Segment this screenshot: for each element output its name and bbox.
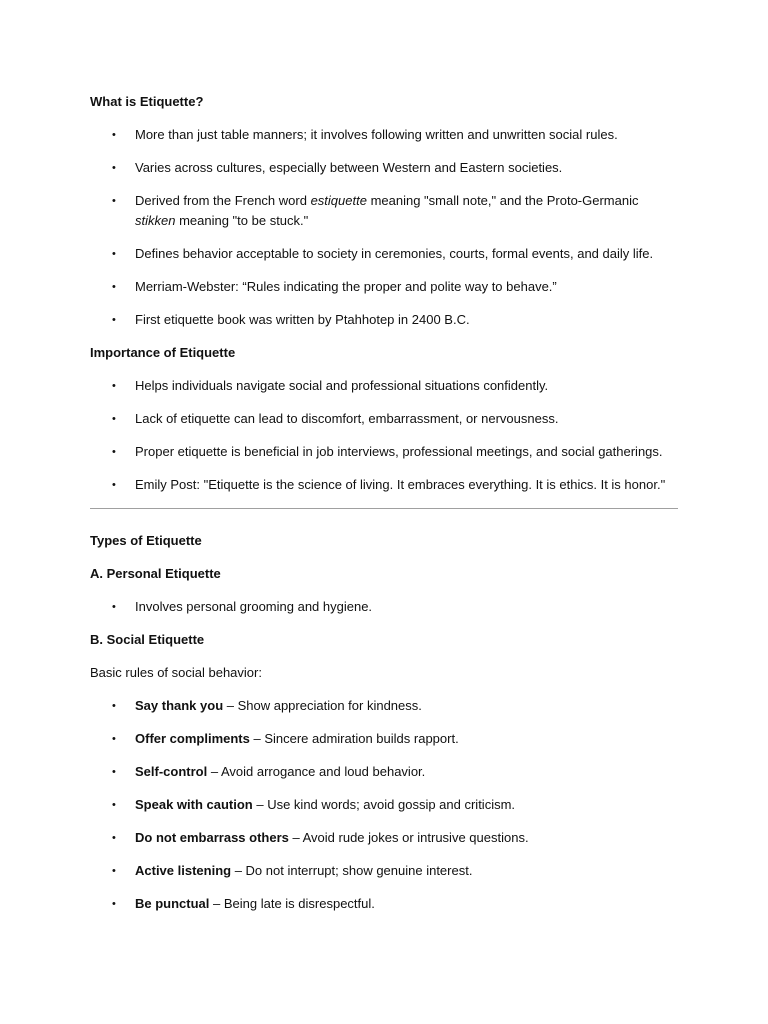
bullet-icon: • xyxy=(112,129,116,141)
rule-term: Speak with caution xyxy=(135,797,253,812)
list-item: • Proper etiquette is beneficial in job interviews, professional meetings, and social gatherings. xyxy=(90,442,680,462)
bullet-icon: • xyxy=(112,832,116,844)
social-intro: Basic rules of social behavior: xyxy=(90,665,262,680)
list-item: • First etiquette book was written by Ptahhotep in 2400 B.C. xyxy=(90,310,680,330)
rule-term: Say thank you xyxy=(135,698,224,713)
document-page xyxy=(90,92,680,927)
heading-what-is-etiquette: What is Etiquette? xyxy=(90,94,204,109)
rule-term: Self-control xyxy=(135,764,208,779)
list-personal-etiquette xyxy=(90,597,680,617)
bullet-icon: • xyxy=(112,733,116,745)
heading-social-etiquette: B. Social Etiquette xyxy=(90,632,205,647)
list-item: • Do not embarrass others – Avoid rude jokes or intrusive questions. xyxy=(90,828,680,848)
bullet-icon: • xyxy=(112,479,116,491)
bullet-icon: • xyxy=(112,162,116,174)
list-importance-of-etiquette xyxy=(90,376,680,495)
heading-personal-etiquette: A. Personal Etiquette xyxy=(90,566,221,581)
rule-term: Offer compliments xyxy=(135,731,250,746)
list-item: • Involves personal grooming and hygiene. xyxy=(90,597,680,617)
list-item: • Merriam-Webster: “Rules indicating the proper and polite way to behave.” xyxy=(90,277,680,297)
bullet-icon: • xyxy=(112,865,116,877)
bullet-icon: • xyxy=(112,281,116,293)
list-item: • Self-control – Avoid arrogance and loud behavior. xyxy=(90,762,680,782)
bullet-icon: • xyxy=(112,799,116,811)
rule-term: Active listening xyxy=(135,863,232,878)
list-item: • More than just table manners; it involves following written and unwritten social rules. xyxy=(90,125,680,145)
list-item: • Active listening – Do not interrupt; show genuine interest. xyxy=(90,861,680,881)
list-social-etiquette xyxy=(90,696,680,914)
heading-importance-of-etiquette: Importance of Etiquette xyxy=(90,345,236,360)
bullet-icon: • xyxy=(112,413,116,425)
italic-term: stikken xyxy=(135,213,176,228)
bullet-icon: • xyxy=(112,446,116,458)
list-item: • Varies across cultures, especially between Western and Eastern societies. xyxy=(90,158,680,178)
list-item: • Be punctual – Being late is disrespectful. xyxy=(90,894,680,914)
bullet-icon: • xyxy=(112,898,116,910)
list-item: • Speak with caution – Use kind words; avoid gossip and criticism. xyxy=(90,795,680,815)
bullet-icon: • xyxy=(112,766,116,778)
bullet-icon: • xyxy=(112,248,116,260)
bullet-icon: • xyxy=(112,195,116,207)
list-item: • Say thank you – Show appreciation for kindness. xyxy=(90,696,680,716)
list-item: • Derived from the French word estiquette meaning "small note," and the Proto-Germanic stikken meaning "to be stuck." xyxy=(112,193,639,228)
list-item: • Helps individuals navigate social and professional situations confidently. xyxy=(90,376,680,396)
rule-term: Do not embarrass others xyxy=(135,830,289,845)
bullet-icon: • xyxy=(112,314,116,326)
bullet-icon: • xyxy=(112,601,116,613)
list-what-is-etiquette xyxy=(90,125,680,330)
bullet-icon: • xyxy=(112,380,116,392)
rule-term: Be punctual xyxy=(135,896,210,911)
heading-types-of-etiquette: Types of Etiquette xyxy=(90,533,202,548)
italic-term: estiquette xyxy=(310,193,367,208)
list-item: • Lack of etiquette can lead to discomfort, embarrassment, or nervousness. xyxy=(90,409,680,429)
list-item: • Offer compliments – Sincere admiration builds rapport. xyxy=(90,729,680,749)
bullet-icon: • xyxy=(112,700,116,712)
list-item: • Defines behavior acceptable to society in ceremonies, courts, formal events, and daily life. xyxy=(90,244,680,264)
horizontal-rule xyxy=(90,508,678,509)
list-item: • Emily Post: "Etiquette is the science of living. It embraces everything. It is ethics. It is honor." xyxy=(90,475,680,495)
